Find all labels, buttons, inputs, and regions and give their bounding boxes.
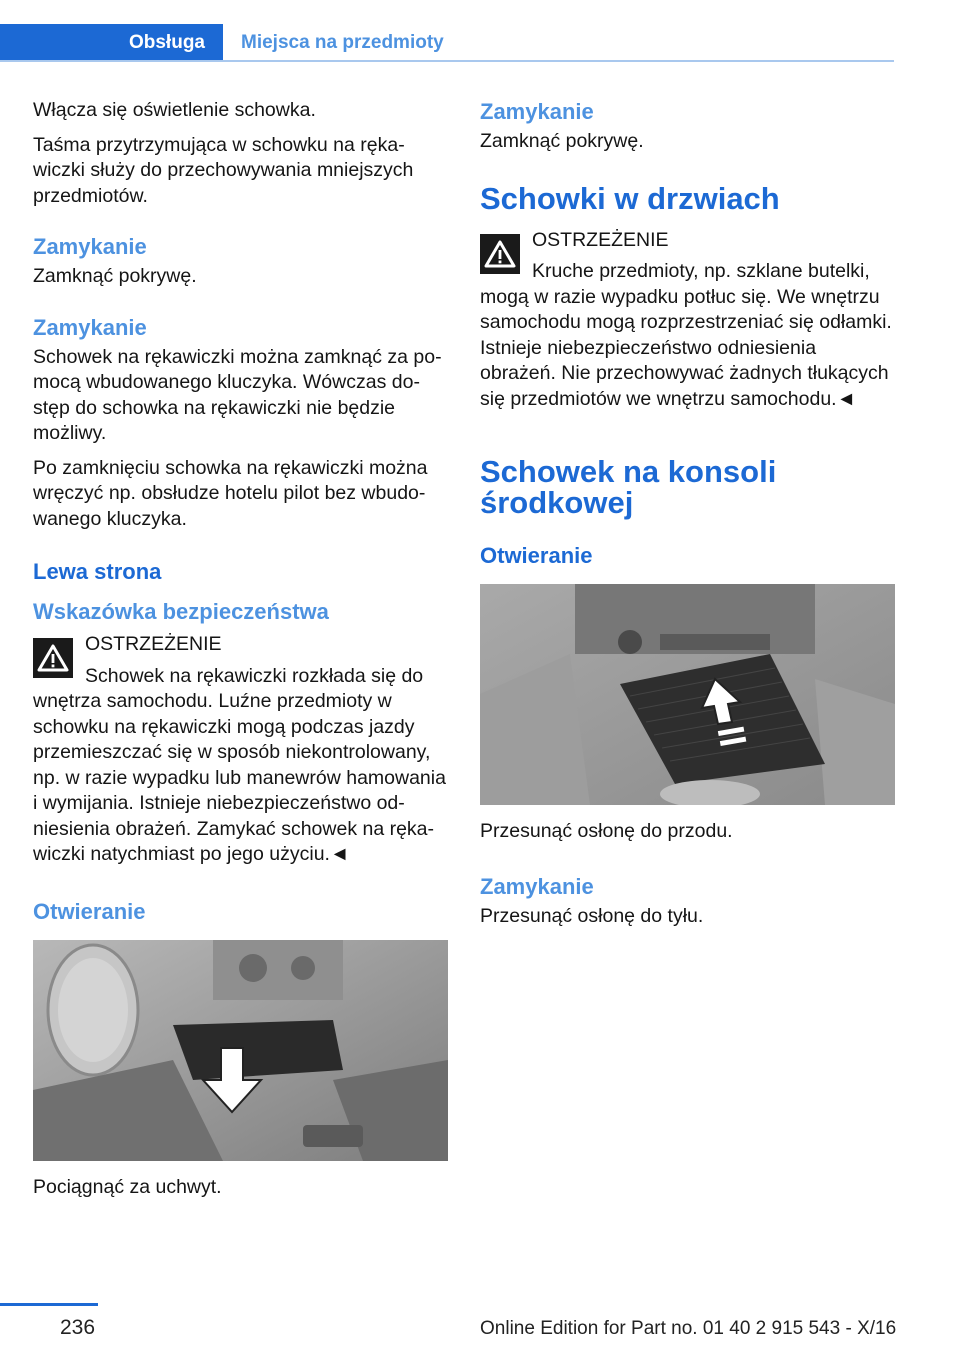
caption: Przesunąć osłonę do przodu. <box>480 820 733 842</box>
warning-title: OSTRZEŻENIE <box>532 228 669 251</box>
paragraph: Zamknąć pokrywę. <box>480 130 644 152</box>
warning-text: Kruche przedmioty, np. szklane butelki, mogą w razie wypadku potłuc się. We wnętrzu samochodu mogą rozprzestrzeniać się odłamki. Istnieje niebezpieczeństwo odniesienia obrażeń. Nie przechowywać żadnych tłukących się przedmiotów we wnętrzu samochodu.◄ <box>480 260 892 410</box>
warning-title: OSTRZEŻENIE <box>85 633 222 655</box>
footer-bar <box>0 1303 98 1306</box>
tab-operation[interactable]: Obsługa <box>0 24 223 62</box>
subheading: Otwieranie <box>480 543 593 568</box>
warning-triangle-icon <box>33 638 73 678</box>
edition-text: Online Edition for Part no. 01 40 2 915 543 - X/16 <box>480 1318 897 1339</box>
subheading: Zamykanie <box>480 873 594 899</box>
subheading: Otwieranie <box>33 898 146 924</box>
section-heading: Schowki w drzwiach <box>480 180 780 216</box>
subheading: Wskazówka bezpieczeństwa <box>33 599 329 624</box>
glovebox-photo <box>33 940 448 1161</box>
caption: Pociągnąć za uchwyt. <box>33 1175 222 1198</box>
warning-text: Schowek na rękawiczki rozkłada się do wnętrza samochodu. Luźne przedmioty w schowku na rękawiczki mogą podczas jazdy przemieszczać się w sposób niekontrolowany, np. w razie wypadku lub manewrów hamowania i wymijania. Istnieje niebezpieczeństwo odniesienia obrażeń. Zamykać schowek na rękawiczki natychmiast po jego użyciu.◄ <box>33 664 446 865</box>
header-rule <box>0 60 894 62</box>
page-number: 236 <box>60 1316 96 1339</box>
paragraph: Taśma przytrzymująca w schowku na rękawiczki służy do przechowywania mniejszych przedmiotów. <box>33 133 414 207</box>
left-column <box>33 98 448 1209</box>
section-heading: Schowek na konsoli środkowej <box>480 454 777 520</box>
console-photo <box>480 584 895 805</box>
warning-box <box>480 228 895 413</box>
subheading: Zamykanie <box>33 314 147 340</box>
section-heading: Lewa strona <box>33 559 162 584</box>
paragraph: Po zamknięciu schowka na rękawiczki można wręczyć np. obsłudze hotelu pilot bez wbudowanego kluczyka. <box>33 456 428 530</box>
paragraph: Przesunąć osłonę do tyłu. <box>480 904 704 927</box>
paragraph: Zamknąć pokrywę. <box>33 265 197 287</box>
warning-box <box>33 632 448 868</box>
right-column <box>480 98 895 938</box>
subheading: Zamykanie <box>33 234 147 259</box>
tab-storage-compartments[interactable]: Miejsca na przedmioty <box>241 32 444 53</box>
subheading: Zamykanie <box>480 99 594 124</box>
paragraph: Schowek na rękawiczki można zamknąć za pomocą wbudowanego kluczyka. Wówczas dostęp do schowka na rękawiczki nie będzie możliwy. <box>33 345 442 444</box>
paragraph: Włącza się oświetlenie schowka. <box>33 99 316 121</box>
warning-triangle-icon <box>480 234 520 274</box>
